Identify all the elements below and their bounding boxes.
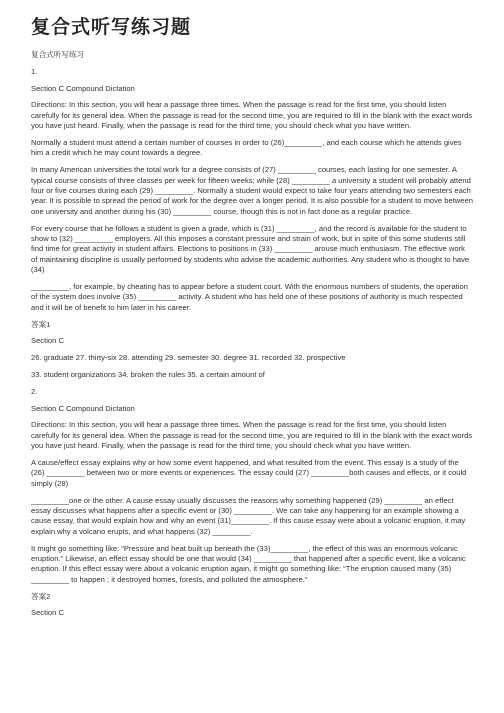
section-heading: Section C Compound Dictation	[31, 403, 135, 413]
passage-paragraph: It might go something like: “Pressure and heat built up beneath the (33)_________, the effect of this was an enormous volcanic eruption.” Likewise, an effect essay should be one that would (34) _________ that happened after a specific event, like a volcanic eruption. If this effect essay were about a volcanic eruption again, it might go something like: “The eruption caused many (35) _________ to happen ; it destroyed homes, forests, and polluted the atmosphere.”	[31, 543, 466, 584]
document-body	[31, 50, 473, 619]
subtitle: 复合式听写练习	[31, 50, 85, 59]
passage-paragraph: _________one or the other. A cause essay usually discusses the reasons why something happened (29) _________ an effect essay discusses what happens after a specific event or (30) _________. We can take any happening for an example showing a cause essay, that would explain how and why an event (31)_________. If this cause essay were about a volcanic eruption, it may explain why a volcano erupts, and what happens (32) _________.	[31, 495, 466, 536]
passage-paragraph: For every course that he follows a student is given a grade, which is (31) _________, and the record is available for the student to show to (32) _________ employers. All this imposes a constant pressure and strain of work, but in spite of this some students still find time for great activity in student affairs. Elections to positions in (33) _________ arouse much enthusiasm. The effective work of maintaining discipline is usually performed by students who advise the academic authorities. Any student who is thought to have (34)	[31, 223, 470, 275]
passage-paragraph: Normally a student must attend a certain number of courses in order to (26)_________, and each course which he attends gives him a credit which he may count towards a degree.	[31, 138, 462, 158]
answer-line: 33. student organizations 34. broken the rules 35. a certain amount of	[31, 370, 265, 380]
passage-paragraph: _________, for example, by cheating has to appear before a student court. With the enormous numbers of students, the operation of the system does involve (35) _________ activity. A student who has held one of these positions of authority is much respected and it will be of benefit to him later in his career.	[31, 282, 468, 312]
exercise-number: 2.	[31, 386, 38, 396]
answer-line: 26. graduate 27. thirty-six 28. attending 29. semester 30. degree 31. recorded 32. prospective	[31, 353, 346, 363]
directions-paragraph: Directions: In this section, you will hear a passage three times. When the passage is read for the first time, you should listen carefully for its general idea. When the passage is read for the second time, you are required to fill in the blank with the exact words you have just heard. Finally, when the passage is read for the third time, you should check what you have written.	[31, 420, 473, 451]
document-title: 复合式听写练习题	[31, 16, 192, 38]
directions-paragraph: Directions: In this section, you will hear a passage three times. When the passage is read for the first time, you should listen carefully for its general idea. When the passage is read for the second time, you are required to fill in the blank with the exact words you have just heard. Finally, when the passage is read for the third time, you should check what you have written.	[31, 100, 473, 131]
answer-heading: 答案1	[31, 319, 51, 329]
section-label: Section C	[31, 608, 64, 618]
passage-paragraph: A cause/effect essay explains why or how some event happened, and what resulted from the event. This essay is a study of the (26) _________ between two or more events or experiences. The essay could (27) _________both causes and effects, or it could simply (28)	[31, 458, 467, 488]
passage-paragraph: In many American universities the total work for a degree consists of (27) _________ courses, each lasting for one semester. A typical course consists of three classes per week for fifteen weeks; while (28) _________ a university a student will probably attend four or five courses during each (29) _________. Normally a student would expect to take four years attending two semesters each year. It is possible to spread the period of work for the degree over a longer period. It is also possible for a student to move between one university and another during his (30) _________ course, though this is not in fact done as a regular practice.	[31, 165, 473, 216]
section-heading: Section C Compound Dictation	[31, 83, 135, 93]
answer-heading: 答案2	[31, 591, 51, 601]
section-label: Section C	[31, 336, 64, 346]
exercise-number: 1.	[31, 66, 38, 76]
